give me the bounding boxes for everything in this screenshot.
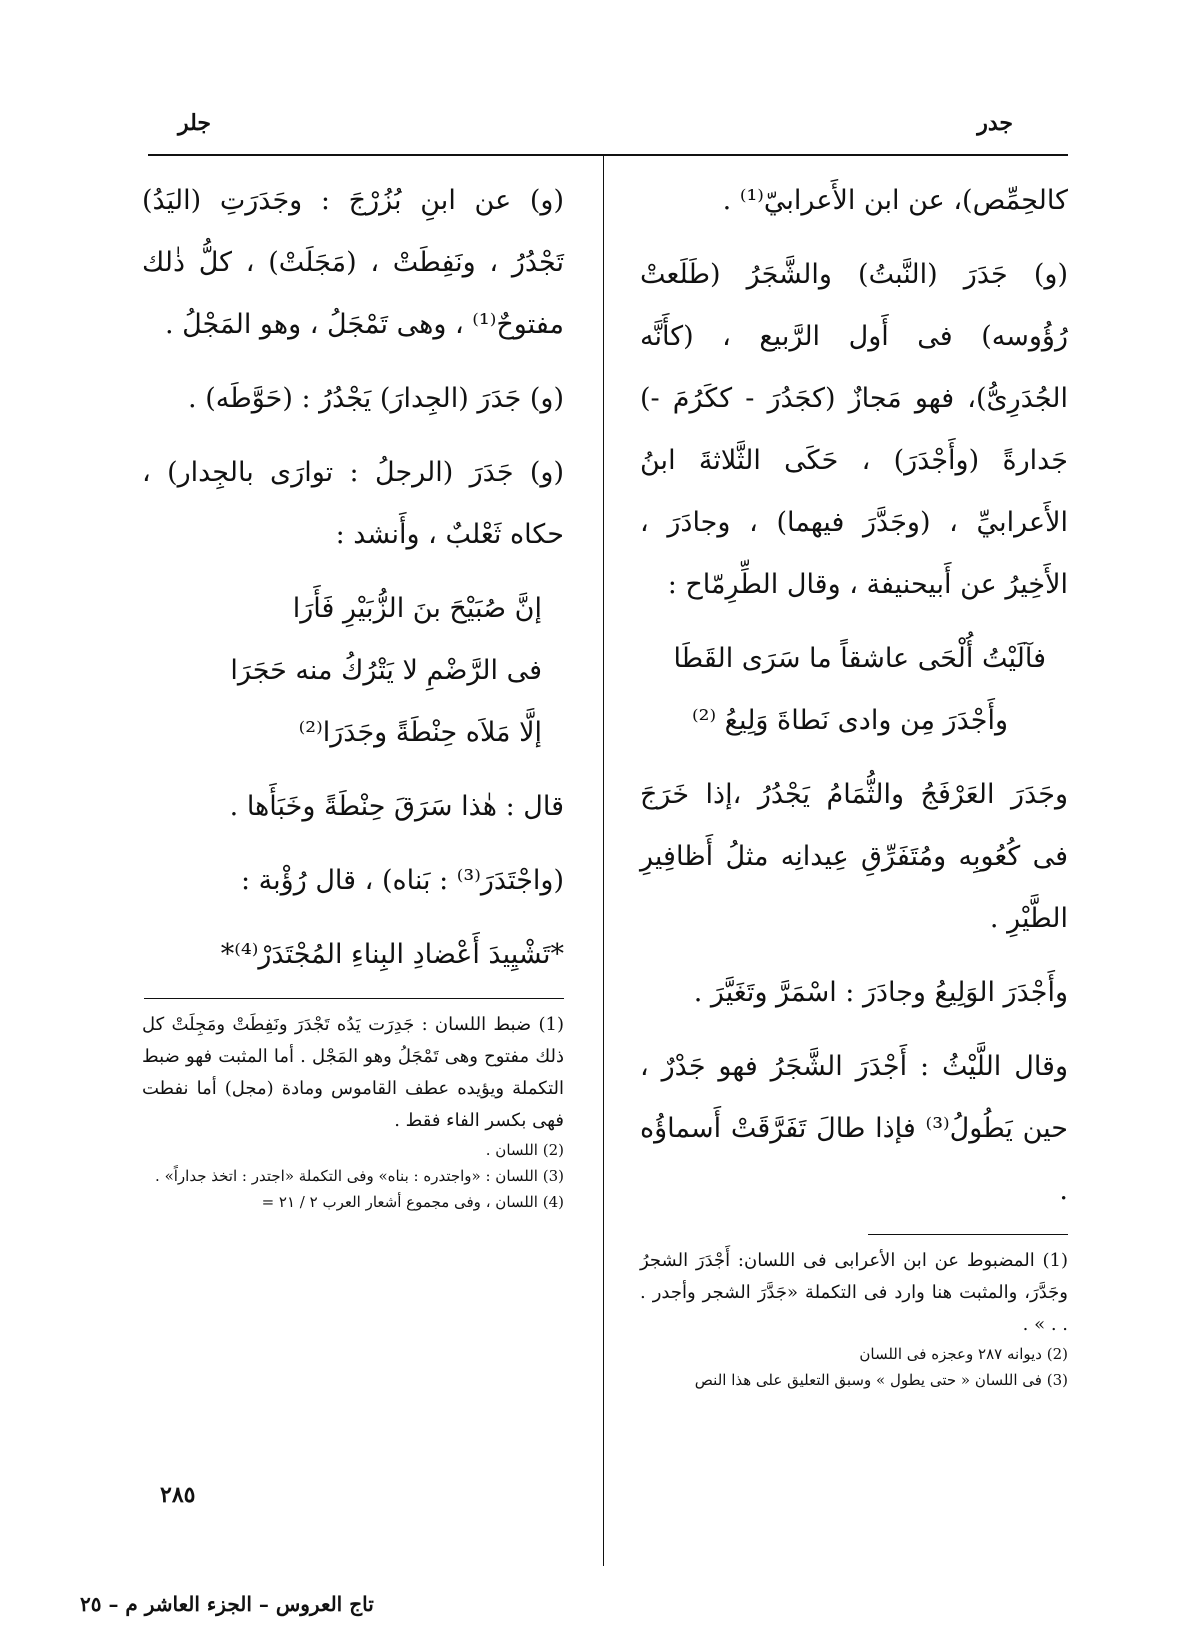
footnote: (3) فى اللسان « حتى يطول » وسبق التعليق على هذا النص [694,1371,1068,1389]
footnotes [640,1245,1068,1393]
paragraph: وأَجْدَرَ الوَلِيعُ وجادَرَ : اسْمَرَّ وتَغَيَّرَ . [693,977,1068,1008]
verse-line: إلَّا مَلاَه حِنْطَةً وجَدَرَا⁽²⁾ [298,717,542,748]
verse-line: فآلَيْتُ أُلْحَى عاشقاً ما سَرَى القَطَا [673,643,1046,674]
right-column [640,170,1068,1393]
verse-line: إنَّ صُبَيْحَ بنَ الزُّبَيْرِ فَأَرَا [292,593,542,624]
footnote: (1) المضبوط عن ابن الأعرابى فى اللسان: أَجْدَرَ الشجرُ وجَدَّرَ، والمثبت هنا وارد فى التكملة «جَدَّرَ الشجر وأجدر . . . » . [640,1250,1068,1335]
paragraph: (و) جَدَرَ (الجِدارَ) يَجْدُرُ : (حَوَّطَه) . [188,383,564,414]
footnote: (2) اللسان . [485,1141,564,1159]
running-head-left: جلر [178,110,212,136]
paragraph: وقال اللَّيْثُ : أَجْدَرَ الشَّجَرُ فهو جَدْرٌ ، حين يَطُولُ⁽³⁾ فإذا طالَ تَفَرَّقَتْ أَسماؤُه . [640,1051,1068,1206]
footnote-rule [868,1234,1068,1235]
paragraph: (واجْتَدَرَ⁽³⁾ : بَناه) ، قال رُؤْبة : [240,865,564,896]
paragraph: (و) عن ابنِ بُزُرْجَ : وجَدَرَتِ (اليَدُ) تَجْدُرُ ، ونَفِطَتْ ، (مَجَلَتْ) ، كلُّ ذٰلك مفتوحٌ⁽¹⁾ ، وهى تَمْجَلُ ، وهو المَجْلُ . [142,185,564,340]
verse-line: فى الرَّضْمِ لا يَتْرُكُ منه حَجَرَا [230,655,542,686]
paragraph: وجَدَرَ العَرْفَجُ والثُّمَامُ يَجْدُرُ ،إذا خَرَجَ فى كُعُوبِه ومُتَفَرِّقِ عِيدانِه مثلُ أَظافِيرِ الطَّيْرِ . [640,779,1068,934]
footnotes [142,1009,564,1215]
footnote: (2) ديوانه ٢٨٧ وعجزه فى اللسان [859,1345,1068,1363]
verse [142,578,564,764]
paragraph: (و) جَدَرَ (النَّبتُ) والشَّجَرُ (طَلَعتْ رُؤُوسه) فى أَول الرَّبيع ، (كأَنَّه الجُدَرِىُّ)، فهو مَجازٌ (كجَدُرَ - ككَرُمَ -) جَدارةً (وأَجْدَرَ) ، حَكَى الثَّلاثةَ ابنُ الأَعرابيِّ ، (وجَدَّرَ فيهما) ، وجادَرَ ، الأَخِيرُ عن أَبيحنيفة ، وقال الطِّرِمّاح : [640,259,1068,600]
paragraph: *تَشْيِيدَ أَعْضادِ البِناءِ المُجْتَدَرْ⁽⁴⁾* [220,939,564,970]
footnote-rule [144,998,564,999]
paragraph: (و) جَدَرَ (الرجلُ : توارَى بالجِدار) ، حكاه ثَعْلبٌ ، وأَنشد : [142,457,564,550]
footnote: (4) اللسان ، وفى مجموع أشعار العرب ٢ / ٢١ = [261,1193,564,1211]
footnote: (1) ضبط اللسان : جَدِرَت يَدُه تَجْدَرَ ونَفِطَتْ ومَجِلَتْ كل ذلك مفتوح وهى تَمْجَلُ وهو المَجْل . أما المثبت فهو ضبط التكملة ويؤيده عطف القاموس ومادة (مجل) أما نفطت فهى بكسر الفاء فقط . [142,1014,564,1131]
signature-line: تاج العروس – الجزء العاشر م – ٢٥ [80,1592,374,1616]
page-number: ٢٨٥ [160,1482,196,1508]
header-rule [148,154,1068,156]
verse-line: وأَجْدَرَ مِن وادى نَطاةَ وَلِيعُ ⁽²⁾ [692,705,1008,736]
paragraph: كالحِمِّص)، عن ابن الأَعرابيّ⁽¹⁾ . [722,185,1068,216]
left-column [142,170,564,1215]
verse [640,628,1068,752]
footnote: (3) اللسان : «واجتدره : بناه» وفى التكملة «اجتدر : اتخذ جداراً» . [155,1167,564,1185]
column-divider [603,156,604,1566]
paragraph: قال : هٰذا سَرَقَ حِنْطَةً وخَبَأَها . [229,791,564,822]
running-head-right: جدر [977,110,1013,136]
